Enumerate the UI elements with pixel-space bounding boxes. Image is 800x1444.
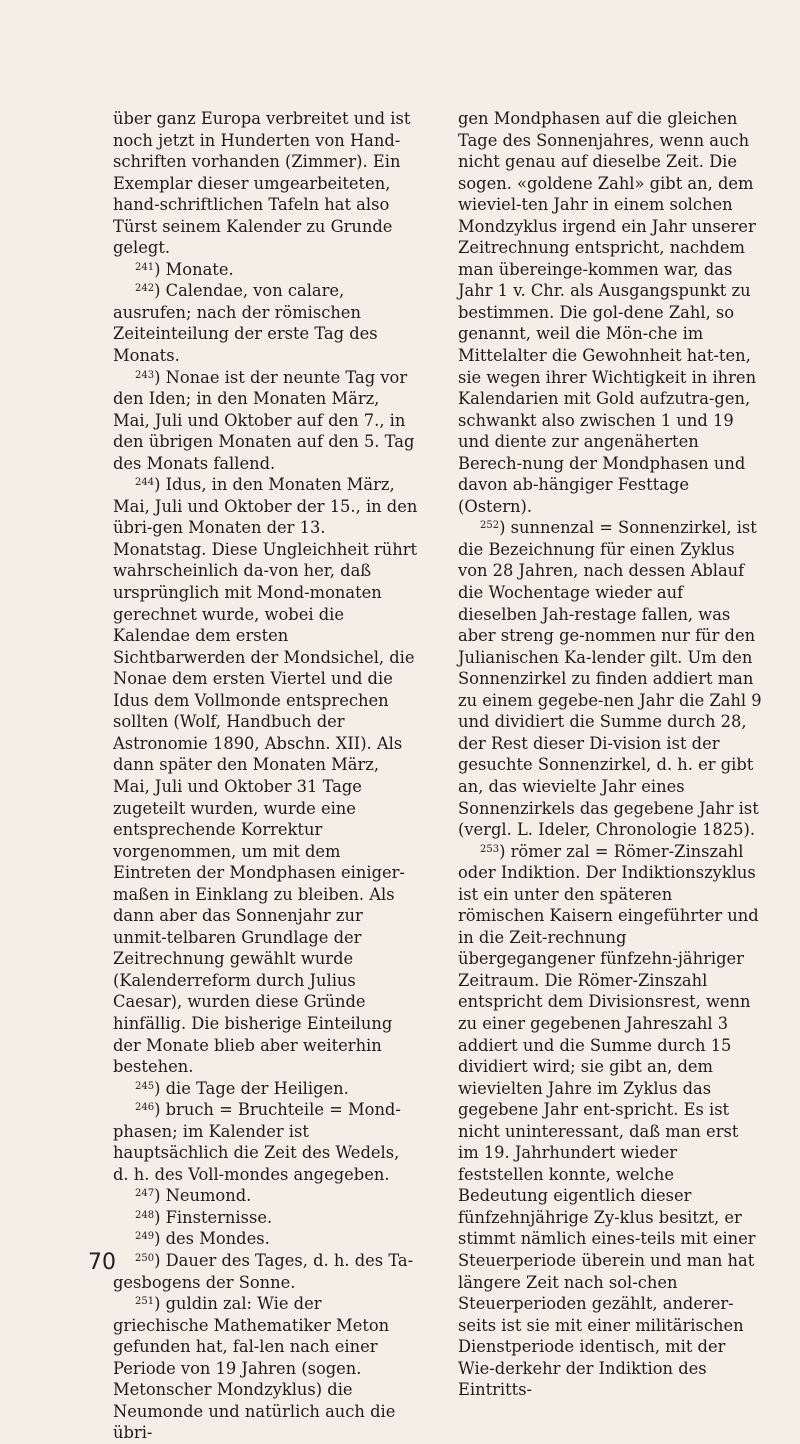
footnote-number: 247 (135, 1188, 155, 1200)
footnote: $^{250}$) Dauer des Tages, d. h. des Ta-gesbogens der Sonne. (113, 1250, 414, 1292)
footnote: $^{247}$) Neumond. (135, 1186, 252, 1206)
footnote: $^{253}$) römer zal = Römer-Zinszahl oder Indiktion. Der Indiktionszyklus ist ein unter den späteren römischen Kaisern eingeführter und in die Zeit-rechnung übergegangener fünfzehn-jähriger Zeitraum. Die Römer-Zinszahl entspricht dem Divisionsrest, wenn zu einer gegebenen Jahreszahl 3 addiert und die Summe durch 15 dividiert wird; sie gibt an, dem wievielten Jahre im Zyklus das gegebene Jahr ent-spricht. Es ist nicht uninteressant, daß man erst im 19. Jahrhundert wieder feststellen konnte, welche Bedeutung eigentlich dieser fünfzehnjährige Zy-klus besitzt, er stimmt nämlich eines-teils mit einer Steuerperiode überein und man hat längere Zeit nach sol-chen Steuerperioden gezählt, anderer-seits ist sie mit einer militärischen Dienstperiode identisch, mit der Wie-derkehr der Indiktion des Eintritts- (458, 841, 759, 1400)
footnote: $^{244}$) Idus, in den Monaten März, Mai, Juli und Oktober der 15., in den übri-gen Monaten der 13. Monatstag. Diese Ungleichheit rührt wahrscheinlich da-von her, daß ursprünglich mit Mond-monaten gerechnet wurde, wobei die Kalendae dem ersten Sichtbarwerden der Mondsichel, die Nonae dem ersten Viertel und die Idus dem Vollmonde entsprechen sollten (Wolf, Handbuch der Astronomie 1890, Abschn. XII). Als dann später den Monaten März, Mai, Juli und Oktober 31 Tage zugeteilt wurden, wurde eine entsprechende Korrektur vorgenommen, um mit dem Eintreten der Mondphasen einiger-maßen in Einklang zu bleiben. Als dann aber das Sonnenjahr zur unmit-telbaren Grundlage der Zeitrechnung gewählt wurde (Kalenderreform durch Julius Caesar), wurden diese Gründe hinfällig. Die bisherige Einteilung der Monate blieb aber weiterhin bestehen. (113, 475, 418, 1077)
footnote-text: Finsternisse. (165, 1207, 273, 1227)
footnote-number: 252 (480, 520, 500, 532)
footnote-number: 253 (480, 843, 500, 855)
continued-paragraph (458, 108, 763, 517)
footnote-text: des Mondes. (165, 1229, 270, 1249)
footnote-number: 246 (135, 1102, 155, 1114)
footnote-text: Nonae ist der neunte Tag vor den Iden; in den Monaten März, Mai, Juli und Oktober auf den 7., in den übrigen Monaten auf den 5. Tag des Monats fallend. (113, 367, 415, 473)
footnote-text: Dauer des Tages, d. h. des Ta-gesbogens der Sonne. (113, 1250, 414, 1292)
footnote-number: 241 (135, 261, 155, 273)
footnote-number: 248 (135, 1209, 155, 1221)
footnote-text: bruch = Bruchteile = Mond-phasen; im Kalender ist hauptsächlich die Zeit des Wedels, d. h. des Voll-mondes angegeben. (113, 1100, 401, 1184)
footnote-text: Calendae, von calare, ausrufen; nach der römischen Zeiteinteilung der erste Tag des Monats. (113, 281, 378, 366)
footnote-number: 251 (135, 1296, 155, 1308)
footnote: $^{251}$) guldin zal: Wie der griechische Mathematiker Meton gefunden hat, fal-len nach einer Periode von 19 Jahren (sogen. Metonscher Mondzyklus) die Neumonde und natürlich auch die übri- (113, 1294, 396, 1443)
footnote-number: 245 (135, 1080, 155, 1092)
footnote-text: Idus, in den Monaten März, Mai, Juli und Oktober der 15., in den übri-gen Monaten der 13. Monatstag. Diese Ungleichheit rührt wahrscheinlich da-von her, daß ursprünglich mit Mond-monaten gerechnet wurde, wobei die Kalendae dem ersten Sichtbarwerden der Mondsichel, die Nonae dem ersten Viertel und die Idus dem Vollmonde entsprechen sollten (Wolf, Handbuch der Astronomie 1890, Abschn. XII). Als dann später den Monaten März, Mai, Juli und Oktober 31 Tage zugeteilt wurden, wurde eine entsprechende Korrektur vorgenommen, um mit dem Eintreten der Mondphasen einiger-maßen in Einklang zu bleiben. Als dann aber das Sonnenjahr zur unmit-telbaren Grundlage der Zeitrechnung gewählt wurde (Kalenderreform durch Julius Caesar), wurden diese Gründe hinfällig. Die bisherige Einteilung der Monate blieb aber weiterhin bestehen. (113, 475, 418, 1077)
footnote-text: sunnenzal = Sonnenzirkel, ist die Bezeichnung für einen Zyklus von 28 Jahren, nach dessen Ablauf die Wochentage wieder auf dieselben Jah-restage fallen, was aber streng ge-nommen nur für den Julianischen Ka-lender gilt. Um den Sonnenzirkel zu finden addiert man zu einem gegebe-nen Jahr die Zahl 9 und dividiert die Summe durch 28, der Rest dieser Di-vision ist der gesuchte Sonnenzirkel, d. h. er gibt an, das wievielte Jahr eines Sonnenzirkels das gegebene Jahr ist (vergl. L. Ideler, Chronologie 1825). (458, 518, 762, 840)
footnote-text: römer zal = Römer-Zinszahl oder Indiktion. Der Indiktionszyklus ist ein unter den späteren römischen Kaisern eingeführter und in die Zeit-rechnung übergegangener fünfzehn-jähriger Zeitraum. Die Römer-Zinszahl entspricht dem Divisionsrest, wenn zu einer gegebenen Jahreszahl 3 addiert und die Summe durch 15 dividiert wird; sie gibt an, dem wievielten Jahre im Zyklus das gegebene Jahr ent-spricht. Es ist nicht uninteressant, daß man erst im 19. Jahrhundert wieder feststellen konnte, welche Bedeutung eigentlich dieser fünfzehnjährige Zy-klus besitzt, er stimmt nämlich eines-teils mit einer Steuerperiode überein und man hat längere Zeit nach sol-chen Steuerperioden gezählt, anderer-seits ist sie mit einer militärischen Dienstperiode identisch, mit der Wie-derkehr der Indiktion des Eintritts- (458, 841, 759, 1400)
page-number: 70 (88, 1250, 116, 1275)
footnote-text: gen Mondphasen auf die gleichen Tage des Sonnenjahres, wenn auch nicht genau auf dieselbe Zeit. Die sogen. «goldene Zahl» gibt an, dem wieviel-ten Jahr in einem solchen Mondzyklus irgend ein Jahr unserer Zeitrechnung entspricht, nachdem man übereinge-kommen war, das Jahr 1 v. Chr. als Ausgangspunkt zu bestimmen. Die gol-dene Zahl, so genannt, weil die Mön-che im Mittelalter die Gewohnheit hat-ten, sie wegen ihrer Wichtigkeit in ihren Kalendarien mit Gold aufzutra-gen, schwankt also zwischen 1 und 19 und diente zur angenäherten Berech-nung der Mondphasen und davon ab-hängiger Festtage (Ostern). (458, 109, 757, 516)
footnote: $^{248}$) Finsternisse. (135, 1207, 273, 1227)
footnote-text: Neumond. (165, 1186, 252, 1206)
footnote-number: 244 (135, 477, 155, 489)
footnote: $^{252}$) sunnenzal = Sonnenzirkel, ist die Bezeichnung für einen Zyklus von 28 Jahren, nach dessen Ablauf die Wochentage wieder auf dieselben Jah-restage fallen, was aber streng ge-nommen nur für den Julianischen Ka-lender gilt. Um den Sonnenzirkel zu finden addiert man zu einem gegebe-nen Jahr die Zahl 9 und dividiert die Summe durch 28, der Rest dieser Di-vision ist der gesuchte Sonnenzirkel, d. h. er gibt an, das wievielte Jahr eines Sonnenzirkels das gegebene Jahr ist (vergl. L. Ideler, Chronologie 1825). (458, 518, 762, 840)
footnote: $^{243}$) Nonae ist der neunte Tag vor den Iden; in den Monaten März, Mai, Juli und Oktober auf den 7., in den übrigen Monaten auf den 5. Tag des Monats fallend. (113, 367, 415, 473)
footnote-text: die Tage der Heiligen. (165, 1078, 349, 1098)
footnote: $^{249}$) des Mondes. (135, 1229, 270, 1249)
footnote-text: guldin zal: Wie der griechische Mathematiker Meton gefunden hat, fal-len nach einer Periode von 19 Jahren (sogen. Metonscher Mondzyklus) die Neumonde und natürlich auch die übri- (113, 1294, 396, 1443)
continued-paragraph (113, 108, 418, 259)
footnote: $^{245}$) die Tage der Heiligen. (135, 1078, 349, 1098)
footnote-text: Monate. (165, 259, 234, 279)
footnote: $^{241}$) Monate. (135, 259, 234, 279)
footnote-number: 250 (135, 1252, 155, 1264)
footnote-number: 243 (135, 369, 155, 381)
footnote-number: 242 (135, 283, 155, 295)
footnote-text: über ganz Europa verbreitet und ist noch jetzt in Hunderten von Hand-schriften vorhanden (Zimmer). Ein Exemplar dieser umgearbeiteten, hand-schriftlichen Tafeln hat also Türst seinem Kalender zu Grunde gelegt. (113, 109, 411, 258)
footnote: $^{242}$) Calendae, von calare, ausrufen; nach der römischen Zeiteinteilung der erste Tag des Monats. (113, 281, 378, 366)
right-column (458, 108, 763, 1401)
footnote-number: 249 (135, 1231, 155, 1243)
left-column (113, 108, 418, 1444)
footnote: $^{246}$) bruch = Bruchteile = Mond-phasen; im Kalender ist hauptsächlich die Zeit des Wedels, d. h. des Voll-mondes angegeben. (113, 1100, 401, 1184)
